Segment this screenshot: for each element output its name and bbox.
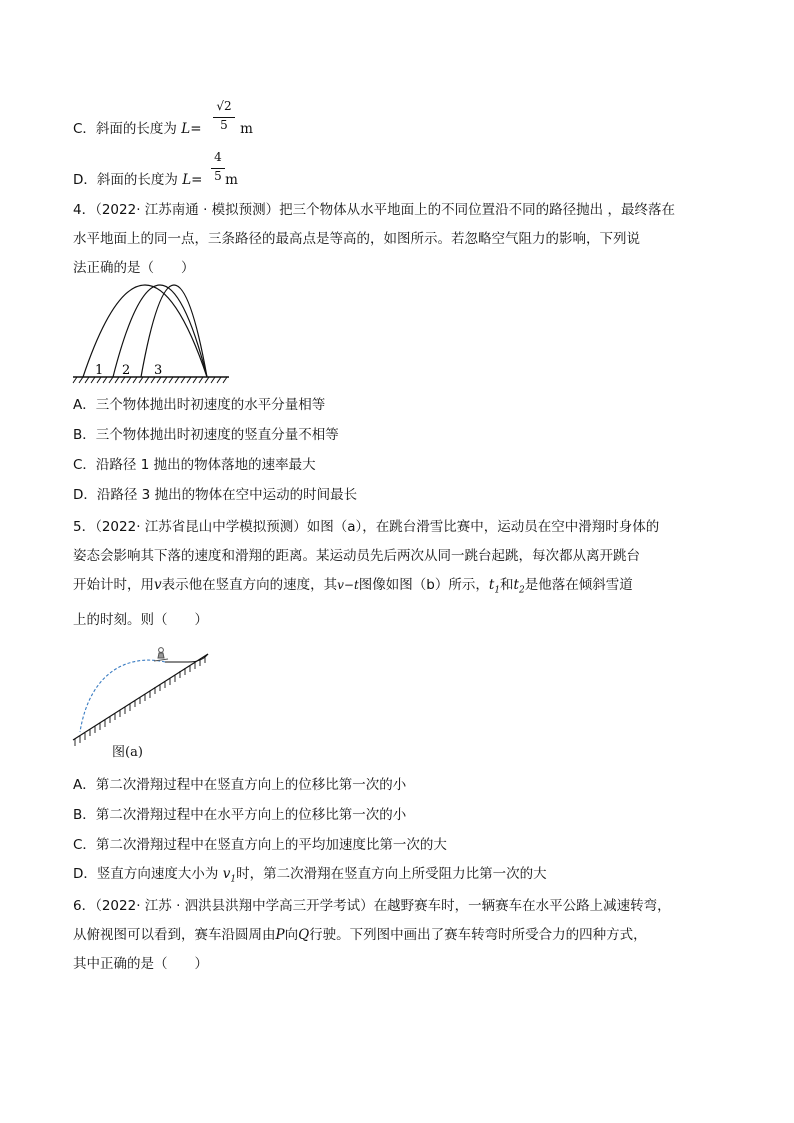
math-var: Q [298,927,310,943]
stem-line: 4．（2022· 江苏南通 · 模拟预测）把三个物体从水平地面上的不同位置沿不同的路径抛出 ，最终落在 [73,202,675,218]
math-eq: = [190,121,202,137]
math-var: t [488,577,495,593]
figure-a-caption: 图(a) [112,745,143,760]
stem-line: 6．（2022· 江苏 · 泗洪县洪翔中学高三开学考试）在越野赛车时，一辆赛车在水平公路上减速转弯， [73,898,671,914]
q4-option-d: D．沿路径 3 抛出的物体在空中运动的时间最长 [73,487,358,503]
q5-stem [73,513,721,635]
math-var: v [222,866,231,882]
path-label-2: 2 [122,363,131,378]
math-var: L [181,121,191,137]
math-var: v [154,577,162,593]
unit: m [240,121,253,137]
fraction-num: √2 [216,99,232,113]
path-3 [141,285,207,377]
fraction-num: 4 [214,150,222,164]
text: 向 [284,927,299,943]
text: 时，第二次滑翔在竖直方向上所受阻力比第一次的大 [236,866,547,882]
q4-stem [73,196,721,283]
math-sub: 1 [494,585,501,596]
math-sub: 1 [230,874,237,885]
option-text: C．斜面的长度为 [73,121,177,137]
stem-line: 姿态会影响其下落的速度和滑翔的距离。某运动员先后两次从同一跳台起跳，每次都从离开跳台 [73,548,640,564]
fraction-den: 5 [220,118,228,132]
stem-line: 水平地面上的同一点，三条路径的最高点是等高的，如图所示。若忽略空气阻力的影响，下列说 [73,231,640,247]
q3-d-fraction-numerator [211,150,225,164]
stem-line: 其中正确的是（ ） [73,956,208,972]
q4-option-c: C．沿路径 1 抛出的物体落地的速率最大 [73,457,316,473]
stem-line: 上的时刻。则（ ） [73,611,208,628]
fraction-den: 5 [214,169,222,183]
stem-line: 法正确的是（ ） [73,260,195,276]
q3-c-fraction-numerator [213,99,235,113]
text: 表示他在竖直方向的速度，其 [161,577,338,593]
slope-line [73,654,208,740]
q3-d-fraction-denominator [211,169,225,183]
q5-option-a: A．第二次滑翔过程中在竖直方向上的位移比第一次的小 [73,777,407,793]
option-text: D．斜面的长度为 [73,172,178,188]
q4-option-a: A．三个物体抛出时初速度的水平分量相等 [73,397,326,413]
slope-hatching [75,656,205,746]
math-sub: 2 [518,585,525,596]
text: 和 [500,577,514,593]
math-var: L [182,172,192,188]
q4-option-b: B．三个物体抛出时初速度的竖直分量不相等 [73,427,339,443]
text: 行驶。下列图中画出了赛车转弯时所受合力的四种方式， [309,927,647,943]
text: 开始计时，用 [73,577,154,593]
path-label-1: 1 [95,363,104,378]
text: 是他落在倾斜雪道 [524,577,633,593]
q5-ski-jump-figure [70,640,215,760]
q5-option-c: C．第二次滑翔过程中在竖直方向上的平均加速度比第一次的大 [73,837,447,853]
stem-line [73,571,721,606]
text: D．竖直方向速度大小为 [73,866,219,882]
math-var: P [275,927,285,943]
q6-stem [73,892,721,979]
math-var: t [513,577,519,593]
text: 图像如图（b）所示， [358,577,489,593]
q5-option-d [73,864,547,890]
math-var: v−t [337,578,359,592]
stem-line [73,921,721,950]
stem-line: 5．（2022· 江苏省昆山中学模拟预测）如图（a），在跳台滑雪比赛中，运动员在空中滑翔时身体的 [73,519,660,535]
path-label-3: 3 [154,363,163,378]
flight-path [80,660,165,732]
q4-trajectory-figure [73,285,233,385]
q5-option-b: B．第二次滑翔过程中在水平方向上的位移比第一次的小 [73,807,407,823]
unit: m [225,172,238,188]
skier-icon [154,648,168,661]
math-eq: = [191,172,203,188]
text: 从俯视图可以看到，赛车沿圆周由 [73,927,276,943]
q3-c-fraction-denominator [213,118,235,132]
